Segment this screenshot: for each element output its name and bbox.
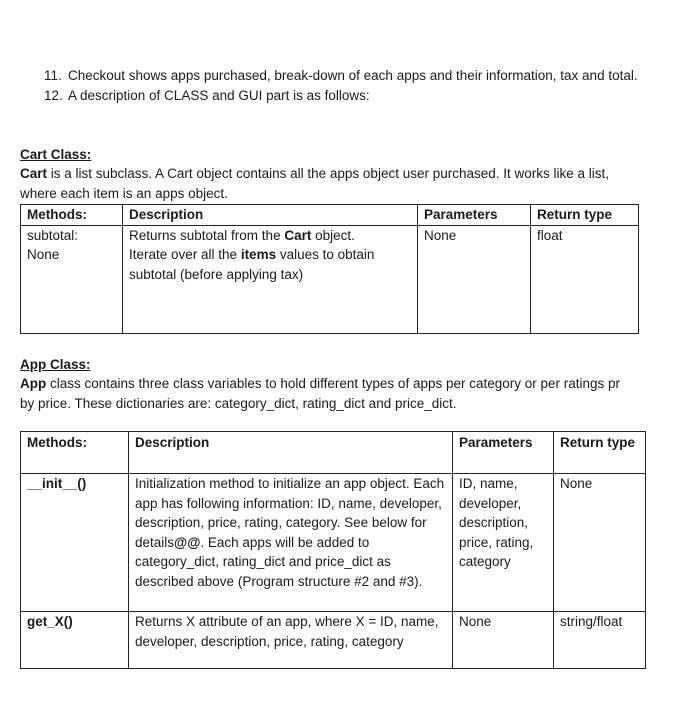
method-name: subtotal: [27,227,79,243]
app-class-name: App [20,376,47,391]
description-line-2: Iterate over all the items values to obtain subtotal (before applying tax) [129,247,375,282]
method-cell: __init__() [21,474,129,612]
method-cell: get_X() [21,612,129,669]
list-text: A description of CLASS and GUI part is as follows: [68,87,370,103]
table-row [21,612,646,669]
app-methods-table [20,431,646,669]
header-parameters: Parameters [453,432,554,474]
cart-class-desc-text: is a list subclass. A Cart object contains all the apps object user purchased. It works like a list, where each item is an apps object. [20,166,610,201]
method-arg: None [27,247,60,262]
cart-class-name: Cart [20,166,48,181]
app-class-desc-text: class contains three class variables to hold different types of apps per category or per ratings pr by price. These dictionaries are: category_dict, rating_dict and price_dict. [20,376,621,411]
table-row [21,474,646,612]
header-parameters: Parameters [418,205,531,226]
return-type-cell: None [554,474,646,612]
method-cell [21,225,123,333]
description-cell: Returns X attribute of an app, where X = ID, name, developer, description, price, rating, category [129,612,453,669]
app-class-heading: App Class: [20,357,91,372]
table-header-row [21,205,639,226]
header-methods: Methods: [21,432,129,474]
header-return-type: Return type [531,205,639,226]
return-type-cell: string/float [554,612,646,669]
parameters-cell: None [418,225,531,333]
numbered-list [44,66,644,105]
table-header-row [21,432,646,474]
parameters-cell: None [453,612,554,669]
list-item [44,66,644,86]
cart-class-heading: Cart Class: [20,147,92,162]
cart-methods-table [20,204,639,334]
parameters-cell: ID, name, developer, description, price, rating, category [453,474,554,612]
header-description: Description [129,432,453,474]
list-item [44,86,644,106]
table-row [21,225,639,333]
list-number: 11. [44,68,62,83]
description-line-1: Returns subtotal from the Cart object. [129,227,355,243]
header-return-type: Return type [554,432,646,474]
list-text: Checkout shows apps purchased, break-down of each apps and their information, tax and total. [68,68,638,83]
description-cell [123,225,418,333]
description-cell: Initialization method to initialize an app object. Each app has following information: ID, name, developer, description, price, rating, category. See below for details@@. Each apps will be added to category_dict, rating_dict and price_dict as described above (Program structure #2 and #3). [129,474,453,612]
header-methods: Methods: [21,205,123,226]
app-class-description [20,374,635,413]
return-type-cell: float [531,225,639,333]
cart-class-description [20,164,630,203]
list-number: 12. [44,87,63,103]
header-description: Description [123,205,418,226]
